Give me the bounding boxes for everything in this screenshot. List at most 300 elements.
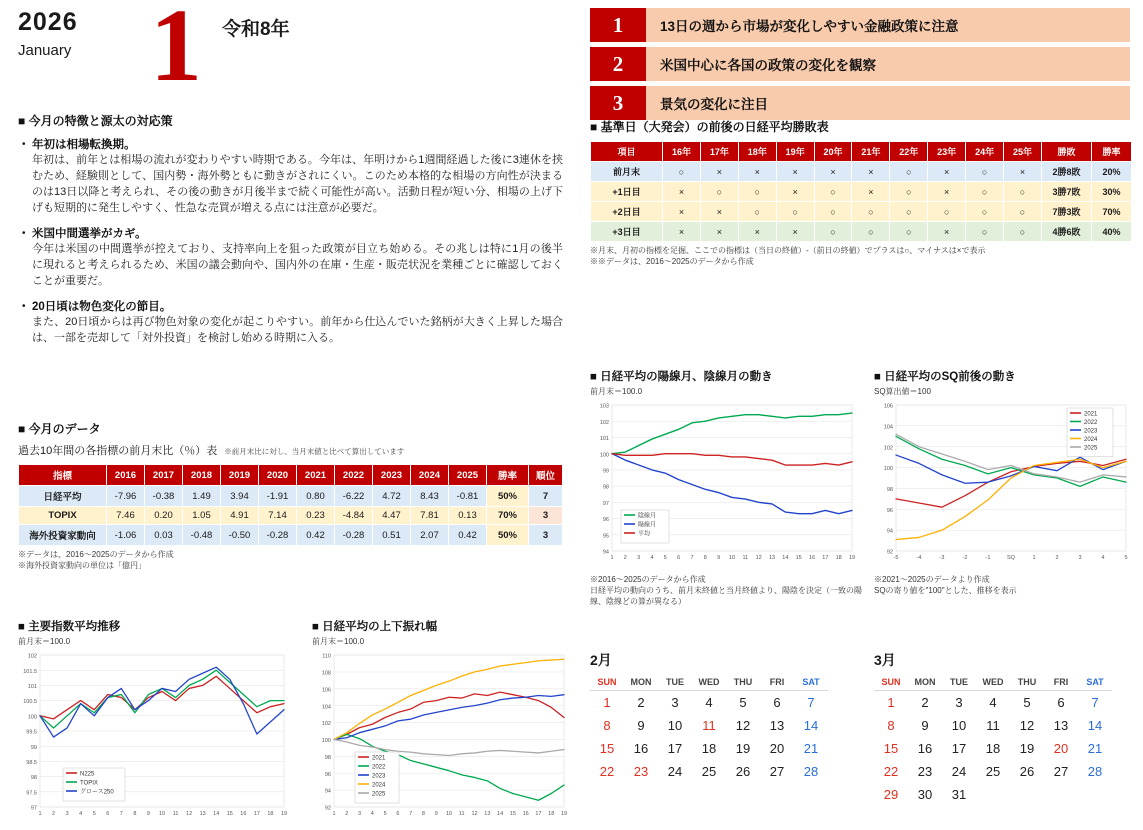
calendar-day[interactable]: 3 (671, 695, 679, 710)
bullet-text: また、20日頃からは再び物色対象の変化が起こりやすい。前年から仕込んでいた銘柄が大きく上昇した場合は、一部を売却して「対外投資」を検討し始める時期に入る。 (32, 315, 563, 344)
calendar-day[interactable]: 7 (807, 695, 815, 710)
cell: 0.13 (449, 507, 487, 525)
cell: ○ (1004, 182, 1042, 202)
points-block (590, 8, 1130, 125)
range-chart-block (312, 618, 572, 830)
calendar-day[interactable]: 6 (1057, 695, 1065, 710)
cell: 0.23 (297, 507, 335, 525)
yin-yang-chart-block (590, 368, 862, 607)
svg-text:2024: 2024 (1084, 436, 1098, 443)
col-header: 19年 (776, 142, 814, 162)
calendar-day[interactable]: 23 (633, 764, 649, 779)
cell: 2.07 (411, 525, 449, 546)
cell: 4.47 (373, 507, 411, 525)
cell: × (776, 222, 814, 242)
calendar-week-row (590, 737, 828, 760)
table-row (591, 202, 1132, 222)
svg-text:陽線月: 陽線月 (638, 522, 657, 529)
svg-text:92: 92 (324, 805, 331, 812)
svg-text:96: 96 (886, 507, 893, 514)
calendar-title: 2月 (590, 652, 612, 668)
calendar-day[interactable]: 29 (883, 787, 899, 802)
calendar-day[interactable]: 25 (985, 764, 1001, 779)
dow-mon: MON (914, 677, 936, 687)
svg-text:平均: 平均 (638, 531, 651, 538)
dow-mon: MON (630, 677, 652, 687)
calendar-day[interactable]: 11 (702, 718, 716, 733)
index-average-chart-block (18, 618, 293, 830)
svg-text:8: 8 (133, 811, 137, 817)
col-header: 順位 (529, 465, 563, 486)
point-row (590, 86, 1130, 120)
cell: × (1004, 162, 1042, 182)
col-header: 17年 (700, 142, 738, 162)
svg-text:11: 11 (172, 811, 179, 817)
calendar-day[interactable]: 12 (1019, 718, 1035, 733)
cell: × (663, 222, 701, 242)
dow-tue: TUE (950, 677, 968, 687)
svg-text:12: 12 (471, 811, 478, 817)
winloss-table (590, 141, 1132, 242)
svg-text:2025: 2025 (372, 791, 386, 798)
svg-text:6: 6 (106, 811, 110, 817)
monthly-data-title: ■ 今月のデータ (18, 422, 101, 436)
calendar-table (590, 674, 828, 783)
cell: ○ (966, 222, 1004, 242)
col-header: 23年 (928, 142, 966, 162)
cell: -0.28 (259, 525, 297, 546)
calendar-week-row (590, 760, 828, 783)
cell: ○ (700, 182, 738, 202)
svg-text:2021: 2021 (372, 755, 386, 762)
calendar-title: 3月 (874, 652, 896, 668)
monthly-data-table (18, 464, 563, 546)
svg-text:97: 97 (602, 500, 609, 507)
svg-text:19: 19 (848, 555, 856, 561)
svg-text:14: 14 (213, 811, 220, 817)
cell: 1.49 (183, 486, 221, 507)
calendar-day[interactable]: 1 (603, 695, 611, 710)
calendar-day[interactable]: 26 (735, 764, 751, 779)
index-average-chart (18, 647, 290, 827)
dow-wed: WED (698, 677, 720, 687)
svg-text:9: 9 (434, 811, 438, 817)
svg-text:103: 103 (599, 403, 609, 410)
svg-text:2: 2 (623, 555, 627, 561)
cell-winrate: 70% (487, 507, 529, 525)
list-item (18, 298, 563, 347)
svg-text:12: 12 (755, 555, 762, 561)
svg-text:4: 4 (79, 811, 83, 817)
calendar-day[interactable]: 15 (599, 741, 615, 756)
cell: 0.03 (145, 525, 183, 546)
cell: 4.91 (221, 507, 259, 525)
svg-text:100: 100 (883, 466, 893, 473)
svg-text:96: 96 (602, 517, 609, 524)
calendar-day[interactable]: 13 (769, 718, 785, 733)
col-header: 16年 (663, 142, 701, 162)
range-chart (312, 647, 570, 827)
features-section (18, 112, 563, 354)
svg-text:6: 6 (396, 811, 400, 817)
cell: ○ (1004, 202, 1042, 222)
svg-text:2021: 2021 (1084, 411, 1098, 418)
cell: × (928, 162, 966, 182)
list-item (18, 225, 563, 290)
cell: -7.96 (107, 486, 145, 507)
point-text: 13日の週から市場が変化しやすい金融政策に注意 (646, 8, 1130, 42)
calendar-day[interactable]: 1 (887, 695, 895, 710)
svg-text:17: 17 (535, 811, 542, 817)
yin-yang-note-1: ※2016～2025のデータから作成 (590, 575, 706, 584)
calendar-day[interactable]: 12 (735, 718, 751, 733)
cell: ○ (738, 182, 776, 202)
svg-text:98: 98 (602, 484, 609, 491)
cell: ○ (1004, 222, 1042, 242)
svg-text:10: 10 (158, 811, 166, 817)
svg-text:102: 102 (27, 653, 37, 660)
calendar-week-row (874, 691, 1112, 715)
svg-text:5: 5 (383, 811, 387, 817)
svg-text:94: 94 (602, 549, 609, 556)
table-row (591, 162, 1132, 182)
col-header: 2018 (183, 465, 221, 486)
svg-text:4: 4 (650, 555, 654, 561)
svg-text:2: 2 (345, 811, 349, 817)
col-header: 2020 (259, 465, 297, 486)
cell: 0.42 (449, 525, 487, 546)
calendar-week-row (590, 714, 828, 737)
svg-text:5: 5 (92, 811, 96, 817)
svg-text:10: 10 (445, 811, 453, 817)
col-header: 25年 (1004, 142, 1042, 162)
col-header: 22年 (890, 142, 928, 162)
cell: × (663, 202, 701, 222)
reiwa-year-label: 令和8年 (222, 19, 290, 40)
svg-text:13: 13 (768, 555, 776, 561)
svg-text:2022: 2022 (372, 764, 386, 771)
col-header: 2016 (107, 465, 145, 486)
cell: 7.81 (411, 507, 449, 525)
calendar-day[interactable]: 4 (989, 695, 997, 710)
cell-score: 4勝6敗 (1042, 222, 1092, 242)
calendar-day[interactable]: 25 (701, 764, 717, 779)
cell-rate: 40% (1092, 222, 1132, 242)
yin-yang-chart-subtitle: 前月末＝100.0 (590, 387, 643, 396)
svg-text:7: 7 (119, 811, 123, 817)
svg-text:94: 94 (324, 788, 331, 795)
svg-text:108: 108 (321, 670, 331, 677)
svg-text:98: 98 (886, 487, 893, 494)
calendar-day[interactable]: 21 (803, 741, 819, 756)
svg-text:1: 1 (1032, 555, 1036, 561)
cell: ○ (776, 202, 814, 222)
features-title: ■ 今月の特徴と源太の対応策 (18, 114, 173, 128)
row-label: 海外投資家動向 (19, 525, 107, 546)
row-label: 前月末 (591, 162, 663, 182)
calendar-table (874, 674, 1112, 806)
calendar-day[interactable]: 23 (917, 764, 933, 779)
svg-text:2022: 2022 (1084, 419, 1098, 426)
sq-note-1: ※2021～2025のデータより作成 (874, 575, 990, 584)
svg-text:17: 17 (253, 811, 260, 817)
svg-text:19: 19 (560, 811, 568, 817)
year-label: 2026 (18, 8, 78, 36)
calendar-empty (976, 783, 1010, 806)
cell: -0.50 (221, 525, 259, 546)
svg-text:16: 16 (522, 811, 529, 817)
cell: -0.81 (449, 486, 487, 507)
svg-text:15: 15 (509, 811, 516, 817)
svg-text:94: 94 (886, 528, 893, 535)
col-header: 2019 (221, 465, 259, 486)
svg-text:92: 92 (886, 549, 893, 556)
svg-text:-3: -3 (939, 555, 945, 561)
monthly-data-subtitle: 過去10年間の各指標の前月末比（％）表 (18, 445, 218, 457)
cell: × (852, 182, 890, 202)
calendar-week-row (874, 714, 1112, 737)
calendar-day[interactable]: 30 (917, 787, 933, 802)
svg-text:99.5: 99.5 (26, 729, 37, 736)
cell: 3.94 (221, 486, 259, 507)
svg-text:9: 9 (146, 811, 150, 817)
calendar-day[interactable]: 3 (955, 695, 963, 710)
cell: × (700, 162, 738, 182)
cell: ○ (890, 182, 928, 202)
calendar-day[interactable]: 24 (667, 764, 683, 779)
calendar-day[interactable]: 8 (603, 718, 611, 733)
cell: × (928, 222, 966, 242)
svg-text:3: 3 (65, 811, 69, 817)
svg-text:SQ: SQ (1007, 555, 1015, 561)
yin-yang-note-2: 日経平均の動向のうち、前月末終値と当月終値より、陽陰を決定（一致の陽線、陰線どの算が異なる） (590, 586, 862, 606)
cell: ○ (852, 202, 890, 222)
svg-text:陰線月: 陰線月 (638, 513, 657, 520)
table-row (591, 222, 1132, 242)
svg-text:101: 101 (599, 436, 609, 443)
calendar-day[interactable]: 9 (921, 718, 929, 733)
svg-text:19: 19 (280, 811, 288, 817)
svg-text:1: 1 (332, 811, 336, 817)
col-header: 勝敗 (1042, 142, 1092, 162)
svg-text:98: 98 (30, 775, 37, 782)
cell: -1.91 (259, 486, 297, 507)
dow-thu: THU (733, 677, 753, 687)
calendar-day[interactable]: 9 (637, 718, 645, 733)
calendar-empty (1010, 783, 1044, 806)
point-text: 景気の変化に注目 (646, 86, 1130, 120)
cell: 8.43 (411, 486, 449, 507)
calendar-day[interactable]: 4 (705, 695, 713, 710)
svg-text:12: 12 (186, 811, 193, 817)
cell: 1.05 (183, 507, 221, 525)
svg-text:4: 4 (1101, 555, 1105, 561)
calendar-day[interactable]: 10 (667, 718, 683, 733)
calendar-day[interactable]: 21 (1087, 741, 1103, 756)
svg-text:13: 13 (199, 811, 206, 817)
cell: 4.72 (373, 486, 411, 507)
dow-sat: SAT (1086, 677, 1104, 687)
point-number: 1 (590, 8, 646, 42)
cell: ○ (738, 202, 776, 222)
calendar-day[interactable]: 27 (1053, 764, 1069, 779)
cell: × (663, 182, 701, 202)
calendar-day[interactable]: 14 (803, 718, 819, 733)
monthly-data-section (18, 420, 563, 572)
point-row (590, 47, 1130, 81)
calendar-day[interactable]: 10 (951, 718, 967, 733)
cell: 0.42 (297, 525, 335, 546)
cell-rank: 3 (529, 507, 563, 525)
sq-chart (874, 397, 1132, 569)
calendar-day[interactable]: 24 (951, 764, 967, 779)
yin-yang-chart-title: ■ 日経平均の陽線月、陰線月の動き (590, 371, 773, 383)
cell: × (738, 162, 776, 182)
dow-sat: SAT (802, 677, 820, 687)
svg-text:100: 100 (27, 714, 37, 721)
calendar-day[interactable]: 13 (1053, 718, 1069, 733)
cell-rate: 20% (1092, 162, 1132, 182)
svg-text:14: 14 (782, 555, 789, 561)
cell-score: 7勝3敗 (1042, 202, 1092, 222)
dow-fri: FRI (769, 677, 785, 687)
table-row (19, 486, 563, 507)
calendar-week-row (874, 760, 1112, 783)
cell-rank: 7 (529, 486, 563, 507)
svg-text:3: 3 (1078, 555, 1082, 561)
calendar-day[interactable]: 18 (985, 741, 1001, 756)
col-header: 20年 (814, 142, 852, 162)
point-number: 2 (590, 47, 646, 81)
calendar-day[interactable]: 14 (1087, 718, 1103, 733)
cell: ○ (890, 202, 928, 222)
cell: × (738, 222, 776, 242)
svg-text:3: 3 (358, 811, 362, 817)
svg-text:106: 106 (883, 403, 893, 410)
calendar-day[interactable]: 22 (883, 764, 899, 779)
calendar-day[interactable]: 28 (1087, 764, 1103, 779)
svg-text:2023: 2023 (1084, 428, 1098, 435)
cell: 7.46 (107, 507, 145, 525)
sq-note-2: SQの寄り値を"100"とした、推移を表示 (874, 586, 1017, 595)
cell: ○ (966, 202, 1004, 222)
calendar-day[interactable]: 19 (1019, 741, 1035, 756)
calendar-day[interactable]: 6 (773, 695, 781, 710)
monthly-data-note-inline: ※前月末比に対し、当月末値と比べて算出しています (224, 447, 405, 456)
row-label: 日経平均 (19, 486, 107, 507)
svg-text:15: 15 (226, 811, 233, 817)
cell: ○ (890, 162, 928, 182)
cell-rank: 3 (529, 525, 563, 546)
svg-text:-5: -5 (893, 555, 899, 561)
cell: ○ (814, 202, 852, 222)
calendar-day[interactable]: 27 (769, 764, 785, 779)
cell: 0.51 (373, 525, 411, 546)
cell: -4.84 (335, 507, 373, 525)
index-average-chart-subtitle: 前月末＝100.0 (18, 637, 71, 646)
svg-text:2023: 2023 (372, 773, 386, 780)
cell: 7.14 (259, 507, 297, 525)
calendar-day[interactable]: 16 (917, 741, 933, 756)
calendar-day[interactable]: 8 (887, 718, 895, 733)
calendar-empty (1044, 783, 1078, 806)
cell: -0.38 (145, 486, 183, 507)
calendar-day[interactable]: 17 (667, 741, 683, 756)
table-row (591, 182, 1132, 202)
svg-text:102: 102 (883, 445, 893, 452)
right-column (576, 0, 1143, 827)
svg-text:7: 7 (690, 555, 694, 561)
calendar-day[interactable]: 18 (701, 741, 717, 756)
range-chart-title: ■ 日経平均の上下振れ幅 (312, 621, 438, 633)
calendar-day[interactable]: 22 (599, 764, 615, 779)
table-row (19, 507, 563, 525)
calendar-day[interactable]: 5 (1023, 695, 1031, 710)
sq-chart-title: ■ 日経平均のSQ前後の動き (874, 371, 1016, 383)
cell: ○ (852, 222, 890, 242)
cell: ○ (928, 202, 966, 222)
calendar-day[interactable]: 26 (1019, 764, 1035, 779)
svg-text:-4: -4 (916, 555, 922, 561)
svg-text:99: 99 (30, 744, 37, 751)
calendar-day[interactable]: 28 (803, 764, 819, 779)
calendar-day[interactable]: 17 (951, 741, 967, 756)
svg-text:100: 100 (321, 738, 331, 745)
cell: ○ (890, 222, 928, 242)
svg-text:2024: 2024 (372, 782, 386, 789)
sq-chart-subtitle: SQ算出値＝100 (874, 387, 931, 396)
calendar-day[interactable]: 15 (883, 741, 899, 756)
col-header: 2022 (335, 465, 373, 486)
calendar-day[interactable]: 11 (986, 718, 1000, 733)
calendar-day[interactable]: 20 (1053, 741, 1069, 756)
list-item (18, 136, 563, 217)
col-header: 21年 (852, 142, 890, 162)
calendar-day[interactable]: 19 (735, 741, 751, 756)
calendar-day[interactable]: 5 (739, 695, 747, 710)
cell: -1.06 (107, 525, 145, 546)
range-chart-subtitle: 前月末＝100.0 (312, 637, 365, 646)
calendar-february (590, 650, 828, 783)
calendar-day[interactable]: 20 (769, 741, 785, 756)
col-header: 18年 (738, 142, 776, 162)
row-label: +1日目 (591, 182, 663, 202)
svg-text:101: 101 (27, 684, 37, 690)
calendar-day[interactable]: 16 (633, 741, 649, 756)
row-label: TOPIX (19, 507, 107, 525)
calendar-day[interactable]: 7 (1091, 695, 1099, 710)
col-header: 2024 (411, 465, 449, 486)
svg-text:3: 3 (637, 555, 641, 561)
svg-text:17: 17 (822, 555, 829, 561)
cell: ○ (966, 182, 1004, 202)
svg-text:98.5: 98.5 (26, 760, 37, 766)
calendar-day[interactable]: 2 (637, 695, 645, 710)
data-note-1: ※データは、2016～2025のデータから作成 (18, 550, 174, 559)
winloss-title: ■ 基準日（大発会）の前後の日経平均勝敗表 (590, 120, 829, 134)
calendar-day[interactable]: 2 (921, 695, 929, 710)
dow-wed: WED (982, 677, 1004, 687)
calendar-empty (1078, 783, 1112, 806)
cell: × (776, 182, 814, 202)
cell: ○ (663, 162, 701, 182)
table-row (19, 525, 563, 546)
point-row (590, 8, 1130, 42)
calendar-day[interactable]: 31 (951, 787, 967, 802)
svg-text:97.5: 97.5 (26, 790, 37, 797)
bullet-head: ・ 年初は相場転換期。 (18, 136, 563, 152)
month-number: 1 (150, 0, 202, 103)
